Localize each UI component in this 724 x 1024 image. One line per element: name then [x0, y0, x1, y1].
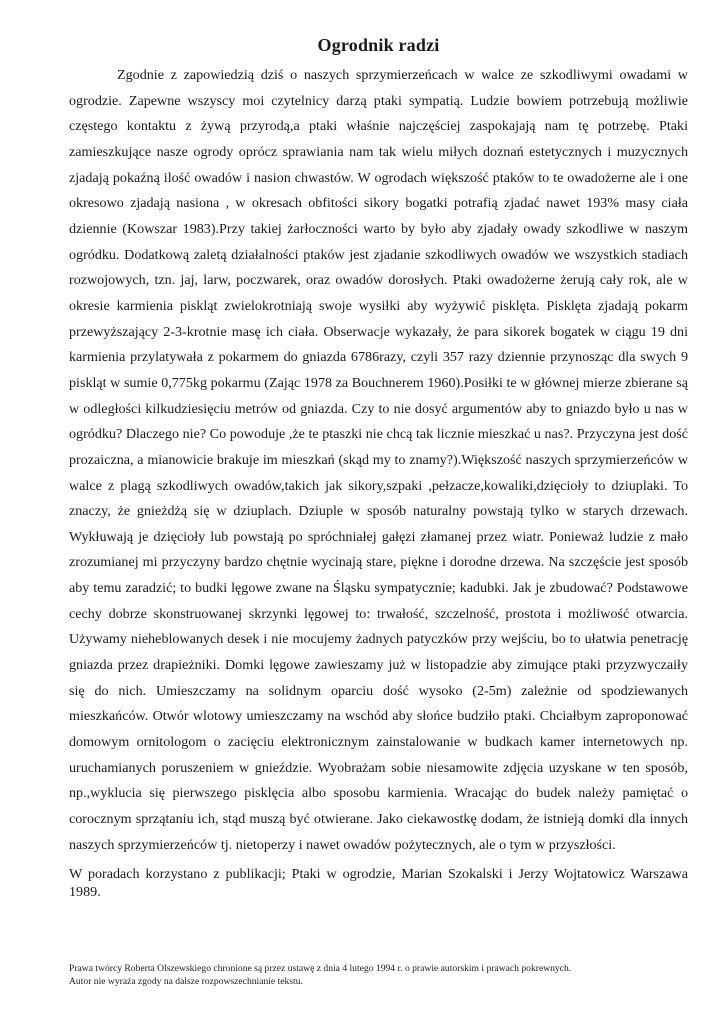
- page-title: Ogrodnik radzi: [317, 35, 440, 55]
- article-body: Zgodnie z zapowiedzią dziś o naszych sprzymierzeńcach w walce ze szkodliwymi owadami w ogrodzie. Zapewne wszyscy moi czytelnicy darzą ptaki sympatią. Ludzie bowiem potrzebują możliwie częstego kontaktu z żywą przyrodą,a ptaki właśnie najczęściej zaspokajają nam tę potrzebę. Ptaki zamieszkujące nasze ogrody oprócz sprawiania nam tak wielu miłych doznań estetycznych i muzycznych zjadają pokaźną ilość owadów i nasion chwastów. W ogrodach większość ptaków to te owadożerne ale i one okresowo zjadają nasiona , w okresach obfitości sikory bogatki potrafią zjadać nawet 193% masy ciała dziennie (Kowszar 1983).Przy takiej żarłoczności warto by było aby zjadały owady szkodliwe w naszym ogródku. Dodatkową zaletą działalności ptaków jest zjadanie szkodliwych owadów we wszystkich stadiach rozwojowych, tzn. jaj, larw, poczwarek, oraz owadów dorosłych. Ptaki owadożerne żerują cały rok, ale w okresie karmienia piskląt zwielokrotniają swoje wysiłki aby wyżywić pisklęta. Pisklęta zjadają pokarm przewyższający 2-3-krotnie masę ich ciała. Obserwacje wykazały, że para sikorek bogatek w ciągu 19 dni karmienia przylatywała z pokarmem do gniazda 6786razy, czyli 357 razy dziennie przynosząc dla swych 9 piskląt w sumie 0,775kg pokarmu (Zając 1978 za Bouchnerem 1960).Posiłki te w głównej mierze zbierane są w odległości kilkudziesięciu metrów od gniazda. Czy to nie dosyć argumentów aby to gniazdo było u nas w ogródku? Dlaczego nie? Co powoduje ,że te ptaszki nie chcą tak licznie mieszkać u nas?. Przyczyna jest dość prozaiczna, a mianowicie brakuje im mieszkań (skąd my to znamy?).Większość naszych sprzymierzeńców w walce z plagą szkodliwych owadów,takich jak sikory,szpaki ,pełzacze,kowaliki,dzięcioły to dziuplaki. To znaczy, że gnieżdżą się w dziuplach. Dziuple w sposób naturalny powstają tylko w starych drzewach. Wykłuwają je dzięcioły lub powstają po spróchniałej gałęzi złamanej przez wiatr. Ponieważ ludzie z mało zrozumianej mi przyczyny bardzo chętnie wycinają stare, piękne i dorodne drzewa. Na szczęście jest sposób aby temu zaradzić; to budki lęgowe zwane na Śląsku sympatycznie; kadubki. Jak je zbudować? Podstawowe cechy dobrze skonstruowanej skrzynki lęgowej to: trwałość, szczelność, prostota i możliwość otwarcia. Używamy nieheblowanych desek i nie mocujemy żadnych patyczków przy wejściu, bo to ułatwia penetrację gniazda przez drapieżniki. Domki lęgowe zawieszamy już w listopadzie aby zimujące ptaki przyzwyczaiły się do nich. Umieszczamy na solidnym oparciu dość wysoko (2-5m) zależnie od spodziewanych mieszkańców. Otwór wlotowy umieszczamy na wschód aby słońce budziło ptaki. Chciałbym zaproponować domowym ornitologom o zacięciu elektronicznym zainstalowanie w budkach kamer internetowych np. uruchamianych poruszeniem w gnieździe. Wyobrażam sobie niesamowite zdjęcia uzyskane w ten sposób, np.,wyklucia się pierwszego pisklęcia albo sposobu karmienia. Wracając do budek należy pamiętać o corocznym sprzątaniu ich, stąd muszą być otwierane. Jako ciekawostkę dodam, że istnieją domki dla innych naszych sprzymierzeńców tj. nietoperzy i nawet owadów pożytecznych, ale o tym w przyszłości.: [69, 67, 688, 853]
- copyright-footer: [69, 963, 679, 988]
- consent-line: Autor nie wyraża zgody na dalsze rozpowszechnianie tekstu.: [69, 975, 303, 987]
- sources-note: W poradach korzystano z publikacji; Ptaki w ogrodzie, Marian Szokalski i Jerzy Wojtatowicz Warszawa 1989.: [69, 866, 688, 901]
- copyright-line: Prawa twórcy Roberta Olszewskiego chronione są przez ustawę z dnia 4 lutego 1994 r. o prawie autorskim i prawach pokrewnych.: [69, 963, 572, 974]
